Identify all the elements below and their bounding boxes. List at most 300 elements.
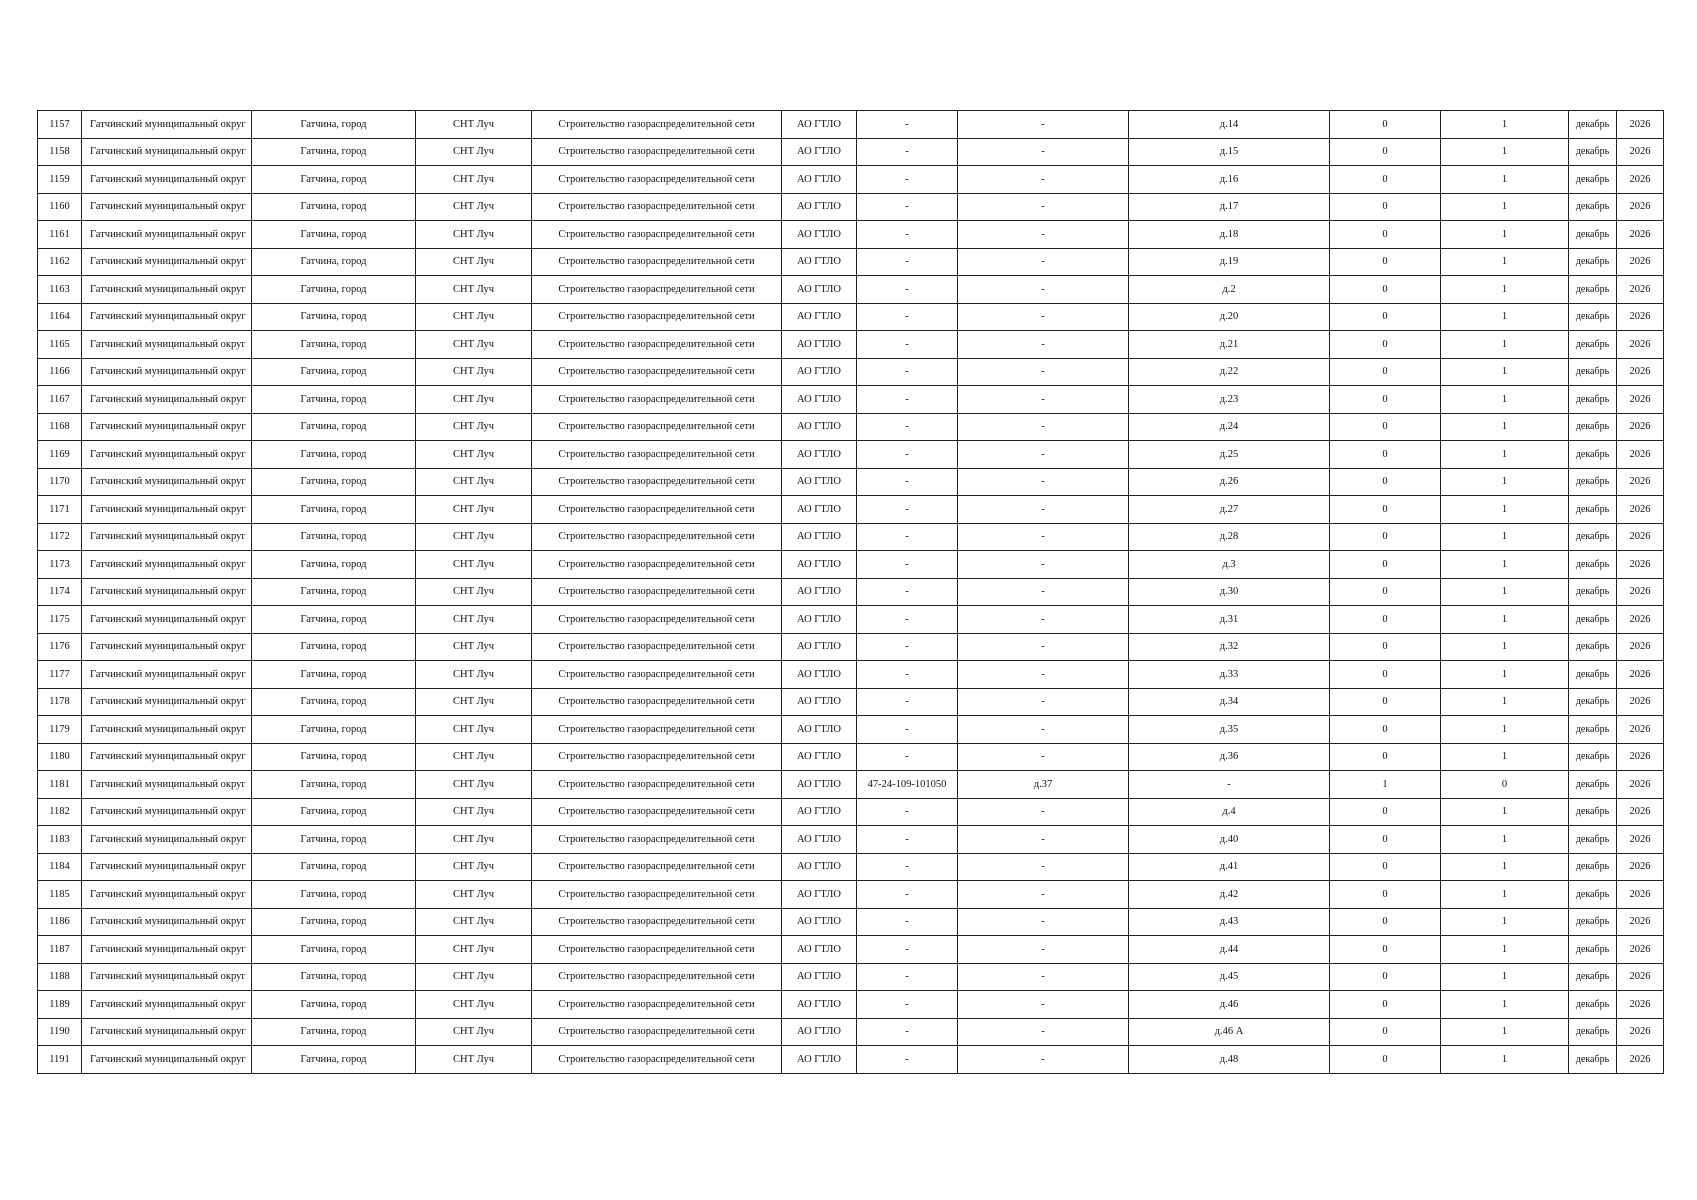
settlement-cell: Гатчина, город (252, 111, 416, 139)
organization-cell: АО ГТЛО (782, 303, 857, 331)
year-cell: 2026 (1617, 551, 1664, 579)
table-row (38, 221, 1664, 249)
district-cell: Гатчинский муниципальный округ (82, 523, 252, 551)
work-type-cell: Строительство газораспределительной сети (532, 716, 782, 744)
district-cell: Гатчинский муниципальный округ (82, 166, 252, 194)
count-a-cell: 0 (1330, 1046, 1441, 1074)
district-cell: Гатчинский муниципальный округ (82, 221, 252, 249)
address-cell: д.36 (1129, 743, 1330, 771)
area-cell: СНТ Луч (416, 798, 532, 826)
count-b-cell: 1 (1441, 331, 1569, 359)
row-number-cell: 1178 (38, 688, 82, 716)
count-a-cell: 0 (1330, 138, 1441, 166)
address-cell: д.14 (1129, 111, 1330, 139)
district-cell: Гатчинский муниципальный округ (82, 1046, 252, 1074)
count-b-cell: 1 (1441, 853, 1569, 881)
settlement-cell: Гатчина, город (252, 193, 416, 221)
organization-cell: АО ГТЛО (782, 991, 857, 1019)
count-b-cell: 1 (1441, 991, 1569, 1019)
cadastral-number-cell: - (857, 826, 958, 854)
year-cell: 2026 (1617, 771, 1664, 799)
row-number-cell: 1170 (38, 468, 82, 496)
organization-cell: АО ГТЛО (782, 331, 857, 359)
settlement-cell: Гатчина, город (252, 413, 416, 441)
count-a-cell: 0 (1330, 908, 1441, 936)
month-cell: декабрь (1569, 633, 1617, 661)
year-cell: 2026 (1617, 991, 1664, 1019)
house-number-cell: - (958, 963, 1129, 991)
address-cell: д.40 (1129, 826, 1330, 854)
cadastral-number-cell: - (857, 303, 958, 331)
table-row (38, 798, 1664, 826)
table-row (38, 358, 1664, 386)
cadastral-number-cell: - (857, 413, 958, 441)
address-cell: д.26 (1129, 468, 1330, 496)
organization-cell: АО ГТЛО (782, 661, 857, 689)
settlement-cell: Гатчина, город (252, 1046, 416, 1074)
house-number-cell: - (958, 798, 1129, 826)
address-cell: д.46 А (1129, 1018, 1330, 1046)
organization-cell: АО ГТЛО (782, 826, 857, 854)
count-b-cell: 1 (1441, 578, 1569, 606)
count-b-cell: 1 (1441, 193, 1569, 221)
settlement-cell: Гатчина, город (252, 716, 416, 744)
count-b-cell: 1 (1441, 166, 1569, 194)
cadastral-number-cell: - (857, 798, 958, 826)
work-type-cell: Строительство газораспределительной сети (532, 111, 782, 139)
address-cell: д.48 (1129, 1046, 1330, 1074)
area-cell: СНТ Луч (416, 386, 532, 414)
count-a-cell: 0 (1330, 221, 1441, 249)
settlement-cell: Гатчина, город (252, 303, 416, 331)
table-row (38, 303, 1664, 331)
district-cell: Гатчинский муниципальный округ (82, 578, 252, 606)
district-cell: Гатчинский муниципальный округ (82, 303, 252, 331)
row-number-cell: 1174 (38, 578, 82, 606)
table-row (38, 688, 1664, 716)
year-cell: 2026 (1617, 936, 1664, 964)
district-cell: Гатчинский муниципальный округ (82, 798, 252, 826)
year-cell: 2026 (1617, 358, 1664, 386)
organization-cell: АО ГТЛО (782, 523, 857, 551)
count-a-cell: 0 (1330, 578, 1441, 606)
area-cell: СНТ Луч (416, 853, 532, 881)
area-cell: СНТ Луч (416, 276, 532, 304)
house-number-cell: - (958, 853, 1129, 881)
work-type-cell: Строительство газораспределительной сети (532, 303, 782, 331)
organization-cell: АО ГТЛО (782, 468, 857, 496)
count-b-cell: 1 (1441, 523, 1569, 551)
count-b-cell: 1 (1441, 1018, 1569, 1046)
district-cell: Гатчинский муниципальный округ (82, 193, 252, 221)
work-type-cell: Строительство газораспределительной сети (532, 661, 782, 689)
year-cell: 2026 (1617, 303, 1664, 331)
year-cell: 2026 (1617, 111, 1664, 139)
house-number-cell: - (958, 441, 1129, 469)
row-number-cell: 1168 (38, 413, 82, 441)
settlement-cell: Гатчина, город (252, 386, 416, 414)
count-b-cell: 1 (1441, 276, 1569, 304)
month-cell: декабрь (1569, 193, 1617, 221)
district-cell: Гатчинский муниципальный округ (82, 991, 252, 1019)
count-b-cell: 1 (1441, 1046, 1569, 1074)
count-a-cell: 1 (1330, 771, 1441, 799)
year-cell: 2026 (1617, 138, 1664, 166)
district-cell: Гатчинский муниципальный округ (82, 661, 252, 689)
organization-cell: АО ГТЛО (782, 111, 857, 139)
cadastral-number-cell: - (857, 221, 958, 249)
organization-cell: АО ГТЛО (782, 908, 857, 936)
count-a-cell: 0 (1330, 688, 1441, 716)
count-a-cell: 0 (1330, 798, 1441, 826)
address-cell: д.33 (1129, 661, 1330, 689)
work-type-cell: Строительство газораспределительной сети (532, 496, 782, 524)
area-cell: СНТ Луч (416, 908, 532, 936)
district-cell: Гатчинский муниципальный округ (82, 1018, 252, 1046)
work-type-cell: Строительство газораспределительной сети (532, 1018, 782, 1046)
work-type-cell: Строительство газораспределительной сети (532, 963, 782, 991)
cadastral-number-cell: - (857, 936, 958, 964)
address-cell: д.16 (1129, 166, 1330, 194)
count-b-cell: 1 (1441, 606, 1569, 634)
month-cell: декабрь (1569, 826, 1617, 854)
count-b-cell: 1 (1441, 826, 1569, 854)
row-number-cell: 1180 (38, 743, 82, 771)
month-cell: декабрь (1569, 358, 1617, 386)
cadastral-number-cell: - (857, 138, 958, 166)
district-cell: Гатчинский муниципальный округ (82, 468, 252, 496)
settlement-cell: Гатчина, город (252, 138, 416, 166)
month-cell: декабрь (1569, 276, 1617, 304)
house-number-cell: - (958, 111, 1129, 139)
district-cell: Гатчинский муниципальный округ (82, 853, 252, 881)
settlement-cell: Гатчина, город (252, 606, 416, 634)
year-cell: 2026 (1617, 826, 1664, 854)
row-number-cell: 1159 (38, 166, 82, 194)
settlement-cell: Гатчина, город (252, 441, 416, 469)
count-b-cell: 1 (1441, 936, 1569, 964)
count-a-cell: 0 (1330, 881, 1441, 909)
table-row (38, 468, 1664, 496)
work-type-cell: Строительство газораспределительной сети (532, 331, 782, 359)
address-cell: д.24 (1129, 413, 1330, 441)
row-number-cell: 1173 (38, 551, 82, 579)
table-row (38, 331, 1664, 359)
house-number-cell: - (958, 138, 1129, 166)
month-cell: декабрь (1569, 798, 1617, 826)
district-cell: Гатчинский муниципальный округ (82, 881, 252, 909)
cadastral-number-cell: - (857, 276, 958, 304)
area-cell: СНТ Луч (416, 551, 532, 579)
year-cell: 2026 (1617, 248, 1664, 276)
district-cell: Гатчинский муниципальный округ (82, 743, 252, 771)
area-cell: СНТ Луч (416, 771, 532, 799)
count-a-cell: 0 (1330, 193, 1441, 221)
district-cell: Гатчинский муниципальный округ (82, 606, 252, 634)
area-cell: СНТ Луч (416, 578, 532, 606)
organization-cell: АО ГТЛО (782, 138, 857, 166)
address-cell: д.42 (1129, 881, 1330, 909)
work-type-cell: Строительство газораспределительной сети (532, 743, 782, 771)
settlement-cell: Гатчина, город (252, 661, 416, 689)
count-a-cell: 0 (1330, 331, 1441, 359)
row-number-cell: 1176 (38, 633, 82, 661)
row-number-cell: 1164 (38, 303, 82, 331)
count-b-cell: 1 (1441, 908, 1569, 936)
address-cell: д.25 (1129, 441, 1330, 469)
work-type-cell: Строительство газораспределительной сети (532, 221, 782, 249)
count-a-cell: 0 (1330, 386, 1441, 414)
area-cell: СНТ Луч (416, 991, 532, 1019)
row-number-cell: 1162 (38, 248, 82, 276)
month-cell: декабрь (1569, 111, 1617, 139)
district-cell: Гатчинский муниципальный округ (82, 331, 252, 359)
house-number-cell: - (958, 826, 1129, 854)
address-cell: д.22 (1129, 358, 1330, 386)
year-cell: 2026 (1617, 386, 1664, 414)
table-row (38, 743, 1664, 771)
address-cell: д.44 (1129, 936, 1330, 964)
count-a-cell: 0 (1330, 468, 1441, 496)
house-number-cell: - (958, 413, 1129, 441)
settlement-cell: Гатчина, город (252, 963, 416, 991)
table-body (38, 111, 1664, 1074)
organization-cell: АО ГТЛО (782, 716, 857, 744)
month-cell: декабрь (1569, 908, 1617, 936)
row-number-cell: 1188 (38, 963, 82, 991)
settlement-cell: Гатчина, город (252, 523, 416, 551)
address-cell: д.35 (1129, 716, 1330, 744)
work-type-cell: Строительство газораспределительной сети (532, 826, 782, 854)
month-cell: декабрь (1569, 166, 1617, 194)
year-cell: 2026 (1617, 496, 1664, 524)
organization-cell: АО ГТЛО (782, 386, 857, 414)
year-cell: 2026 (1617, 853, 1664, 881)
address-cell: - (1129, 771, 1330, 799)
work-type-cell: Строительство газораспределительной сети (532, 578, 782, 606)
district-cell: Гатчинский муниципальный округ (82, 633, 252, 661)
house-number-cell: - (958, 1046, 1129, 1074)
year-cell: 2026 (1617, 606, 1664, 634)
year-cell: 2026 (1617, 193, 1664, 221)
organization-cell: АО ГТЛО (782, 633, 857, 661)
month-cell: декабрь (1569, 991, 1617, 1019)
table-row (38, 1046, 1664, 1074)
address-cell: д.32 (1129, 633, 1330, 661)
area-cell: СНТ Луч (416, 111, 532, 139)
area-cell: СНТ Луч (416, 661, 532, 689)
area-cell: СНТ Луч (416, 936, 532, 964)
row-number-cell: 1158 (38, 138, 82, 166)
settlement-cell: Гатчина, город (252, 826, 416, 854)
address-cell: д.15 (1129, 138, 1330, 166)
address-cell: д.34 (1129, 688, 1330, 716)
month-cell: декабрь (1569, 386, 1617, 414)
count-a-cell: 0 (1330, 991, 1441, 1019)
count-a-cell: 0 (1330, 963, 1441, 991)
district-cell: Гатчинский муниципальный округ (82, 138, 252, 166)
settlement-cell: Гатчина, город (252, 276, 416, 304)
cadastral-number-cell: 47-24-109-101050 (857, 771, 958, 799)
work-type-cell: Строительство газораспределительной сети (532, 1046, 782, 1074)
year-cell: 2026 (1617, 1018, 1664, 1046)
row-number-cell: 1190 (38, 1018, 82, 1046)
area-cell: СНТ Луч (416, 826, 532, 854)
count-a-cell: 0 (1330, 661, 1441, 689)
row-number-cell: 1163 (38, 276, 82, 304)
count-a-cell: 0 (1330, 496, 1441, 524)
house-number-cell: - (958, 688, 1129, 716)
count-b-cell: 1 (1441, 496, 1569, 524)
row-number-cell: 1177 (38, 661, 82, 689)
table-row (38, 991, 1664, 1019)
count-a-cell: 0 (1330, 413, 1441, 441)
count-b-cell: 1 (1441, 138, 1569, 166)
organization-cell: АО ГТЛО (782, 798, 857, 826)
organization-cell: АО ГТЛО (782, 166, 857, 194)
address-cell: д.23 (1129, 386, 1330, 414)
district-cell: Гатчинский муниципальный округ (82, 441, 252, 469)
organization-cell: АО ГТЛО (782, 1046, 857, 1074)
area-cell: СНТ Луч (416, 303, 532, 331)
table-row (38, 826, 1664, 854)
table-row (38, 853, 1664, 881)
area-cell: СНТ Луч (416, 221, 532, 249)
month-cell: декабрь (1569, 303, 1617, 331)
settlement-cell: Гатчина, город (252, 331, 416, 359)
row-number-cell: 1167 (38, 386, 82, 414)
address-cell: д.4 (1129, 798, 1330, 826)
year-cell: 2026 (1617, 798, 1664, 826)
work-type-cell: Строительство газораспределительной сети (532, 413, 782, 441)
address-cell: д.46 (1129, 991, 1330, 1019)
address-cell: д.19 (1129, 248, 1330, 276)
cadastral-number-cell: - (857, 496, 958, 524)
cadastral-number-cell: - (857, 468, 958, 496)
address-cell: д.3 (1129, 551, 1330, 579)
count-b-cell: 1 (1441, 551, 1569, 579)
year-cell: 2026 (1617, 908, 1664, 936)
district-cell: Гатчинский муниципальный округ (82, 716, 252, 744)
table-row (38, 908, 1664, 936)
year-cell: 2026 (1617, 276, 1664, 304)
year-cell: 2026 (1617, 633, 1664, 661)
organization-cell: АО ГТЛО (782, 853, 857, 881)
district-cell: Гатчинский муниципальный округ (82, 248, 252, 276)
work-type-cell: Строительство газораспределительной сети (532, 358, 782, 386)
table-row (38, 551, 1664, 579)
row-number-cell: 1171 (38, 496, 82, 524)
area-cell: СНТ Луч (416, 523, 532, 551)
count-a-cell: 0 (1330, 606, 1441, 634)
count-a-cell: 0 (1330, 826, 1441, 854)
work-type-cell: Строительство газораспределительной сети (532, 166, 782, 194)
count-b-cell: 1 (1441, 111, 1569, 139)
house-number-cell: - (958, 991, 1129, 1019)
cadastral-number-cell: - (857, 633, 958, 661)
table-row (38, 441, 1664, 469)
area-cell: СНТ Луч (416, 1018, 532, 1046)
district-cell: Гатчинский муниципальный округ (82, 413, 252, 441)
year-cell: 2026 (1617, 441, 1664, 469)
cadastral-number-cell: - (857, 881, 958, 909)
count-a-cell: 0 (1330, 853, 1441, 881)
work-type-cell: Строительство газораспределительной сети (532, 606, 782, 634)
cadastral-number-cell: - (857, 1018, 958, 1046)
district-cell: Гатчинский муниципальный округ (82, 963, 252, 991)
row-number-cell: 1185 (38, 881, 82, 909)
settlement-cell: Гатчина, город (252, 798, 416, 826)
house-number-cell: д.37 (958, 771, 1129, 799)
area-cell: СНТ Луч (416, 413, 532, 441)
work-type-cell: Строительство газораспределительной сети (532, 771, 782, 799)
cadastral-number-cell: - (857, 111, 958, 139)
count-a-cell: 0 (1330, 111, 1441, 139)
row-number-cell: 1189 (38, 991, 82, 1019)
house-number-cell: - (958, 606, 1129, 634)
organization-cell: АО ГТЛО (782, 276, 857, 304)
address-cell: д.41 (1129, 853, 1330, 881)
settlement-cell: Гатчина, город (252, 688, 416, 716)
work-type-cell: Строительство газораспределительной сети (532, 798, 782, 826)
month-cell: декабрь (1569, 688, 1617, 716)
month-cell: декабрь (1569, 523, 1617, 551)
count-b-cell: 1 (1441, 661, 1569, 689)
month-cell: декабрь (1569, 743, 1617, 771)
month-cell: декабрь (1569, 248, 1617, 276)
table-row (38, 166, 1664, 194)
month-cell: декабрь (1569, 441, 1617, 469)
district-cell: Гатчинский муниципальный округ (82, 496, 252, 524)
house-number-cell: - (958, 468, 1129, 496)
month-cell: декабрь (1569, 221, 1617, 249)
year-cell: 2026 (1617, 1046, 1664, 1074)
organization-cell: АО ГТЛО (782, 743, 857, 771)
count-a-cell: 0 (1330, 1018, 1441, 1046)
house-number-cell: - (958, 166, 1129, 194)
count-a-cell: 0 (1330, 276, 1441, 304)
count-a-cell: 0 (1330, 633, 1441, 661)
work-type-cell: Строительство газораспределительной сети (532, 551, 782, 579)
settlement-cell: Гатчина, город (252, 991, 416, 1019)
organization-cell: АО ГТЛО (782, 578, 857, 606)
cadastral-number-cell: - (857, 248, 958, 276)
area-cell: СНТ Луч (416, 193, 532, 221)
address-cell: д.27 (1129, 496, 1330, 524)
cadastral-number-cell: - (857, 386, 958, 414)
work-type-cell: Строительство газораспределительной сети (532, 386, 782, 414)
house-number-cell: - (958, 1018, 1129, 1046)
house-number-cell: - (958, 386, 1129, 414)
settlement-cell: Гатчина, город (252, 633, 416, 661)
organization-cell: АО ГТЛО (782, 496, 857, 524)
settlement-cell: Гатчина, город (252, 743, 416, 771)
cadastral-number-cell: - (857, 908, 958, 936)
address-cell: д.2 (1129, 276, 1330, 304)
count-b-cell: 1 (1441, 798, 1569, 826)
row-number-cell: 1172 (38, 523, 82, 551)
count-b-cell: 1 (1441, 248, 1569, 276)
count-a-cell: 0 (1330, 523, 1441, 551)
house-number-cell: - (958, 661, 1129, 689)
table-row (38, 276, 1664, 304)
row-number-cell: 1160 (38, 193, 82, 221)
table-row (38, 496, 1664, 524)
work-type-cell: Строительство газораспределительной сети (532, 276, 782, 304)
table-row (38, 1018, 1664, 1046)
area-cell: СНТ Луч (416, 1046, 532, 1074)
row-number-cell: 1186 (38, 908, 82, 936)
